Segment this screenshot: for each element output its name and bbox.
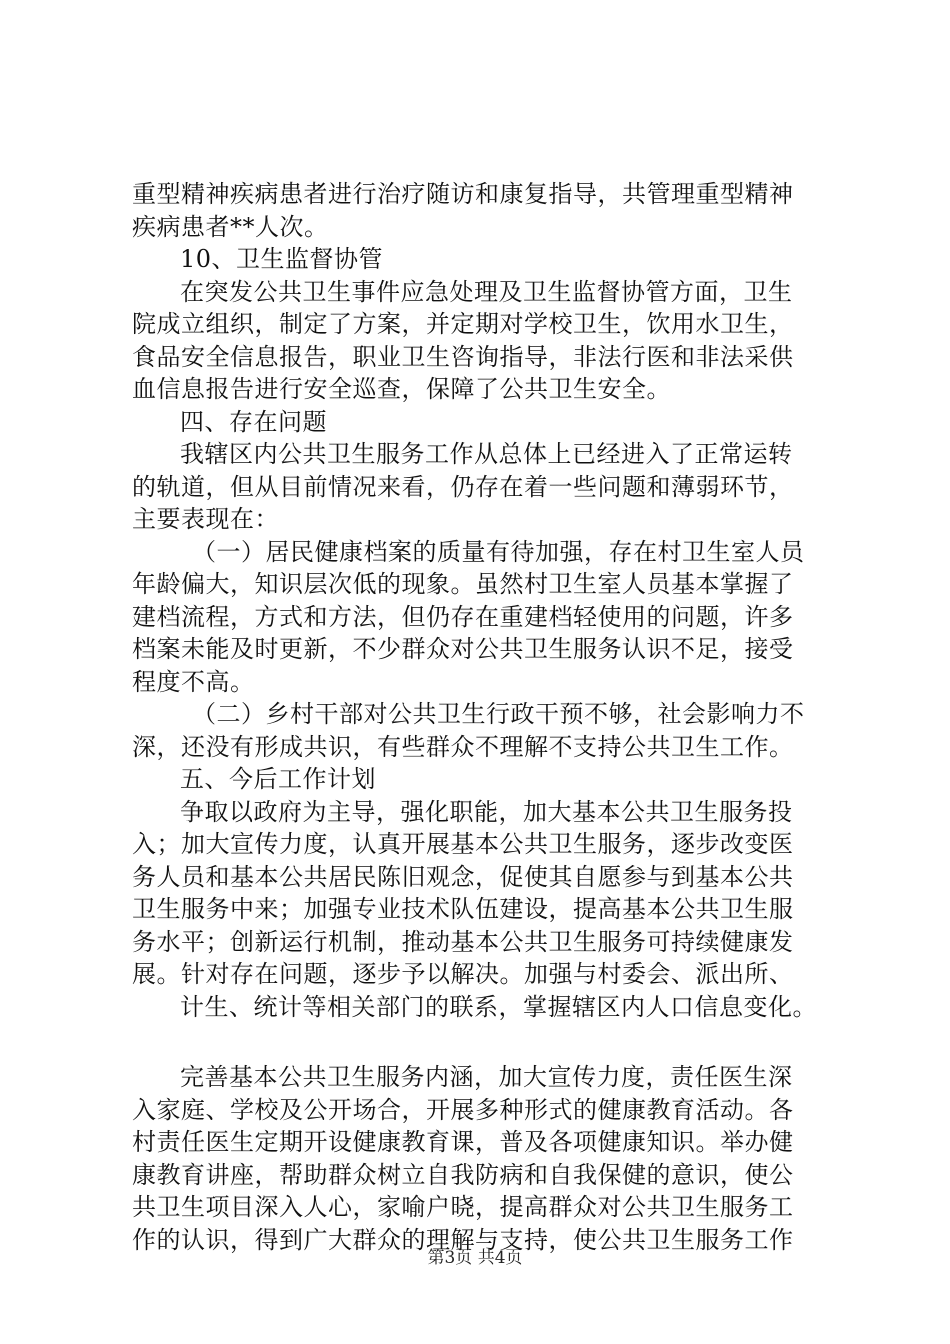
text-line: 作的认识，得到广大群众的理解与支持，使公共卫生服务工作 [132, 1225, 794, 1254]
text-line: 我辖区内公共卫生服务工作从总体上已经进入了正常运转 [180, 440, 793, 468]
text-line: 入家庭、学校及公开场合，开展多种形式的健康教育活动。各 [132, 1095, 794, 1124]
text-line: 在突发公共卫生事件应急处理及卫生监督协管方面，卫生 [180, 277, 793, 306]
text-line: （二）乡村干部对公共卫生行政干预不够，社会影响力不 [192, 700, 805, 728]
text-line: 档案未能及时更新，不少群众对公共卫生服务认识不足，接受 [132, 635, 794, 663]
body-section-2 [132, 1061, 852, 1256]
text-line: 卫生服务中来；加强专业技术队伍建设，提高基本公共卫生服 [132, 895, 794, 923]
text-line: 程度不高。 [132, 667, 255, 696]
text-line: 展。针对存在问题，逐步予以解决。加强与村委会、派出所、 [132, 960, 794, 988]
text-line: 主要表现在： [132, 505, 279, 533]
text-line: 疾病患者**人次。 [132, 212, 329, 241]
text-line: （一）居民健康档案的质量有待加强，存在村卫生室人员 [192, 537, 805, 566]
text-line: 康教育讲座，帮助群众树立自我防病和自我保健的意识，使公 [132, 1160, 794, 1189]
text-line: 村责任医生定期开设健康教育课，普及各项健康知识。举办健 [132, 1128, 794, 1156]
text-line: 深，还没有形成共识，有些群众不理解不支持公共卫生工作。 [132, 732, 794, 761]
text-line: 务水平；创新运行机制，推动基本公共卫生服务可持续健康发 [132, 927, 794, 956]
body-section-1 [132, 178, 852, 1023]
text-line: 争取以政府为主导，强化职能，加大基本公共卫生服务投 [180, 797, 793, 826]
text-line: 共卫生项目深入人心，家喻户晓，提高群众对公共卫生服务工 [132, 1193, 794, 1221]
text-line: 计生、统计等相关部门的联系，掌握辖区内人口信息变化。 [180, 992, 817, 1021]
text-line: 务人员和基本公共居民陈旧观念，促使其自愿参与到基本公共 [132, 862, 794, 891]
text-line: 的轨道，但从目前情况来看，仍存在着一些问题和薄弱环节， [132, 472, 794, 501]
text-line: 食品安全信息报告，职业卫生咨询指导，非法行医和非法采供 [132, 342, 794, 371]
text-line: 四、存在问题 [180, 407, 327, 436]
page-footer: 第3页 共4页 [427, 1248, 523, 1268]
document-body [132, 178, 852, 1256]
text-line: 完善基本公共卫生服务内涵，加大宣传力度，责任医生深 [180, 1063, 793, 1091]
text-line: 入；加大宣传力度，认真开展基本公共卫生服务，逐步改变医 [132, 830, 794, 858]
text-line: 五、今后工作计划 [180, 765, 376, 793]
text-line: 重型精神疾病患者进行治疗随访和康复指导，共管理重型精神 [132, 180, 794, 208]
paragraph-gap [132, 1023, 852, 1061]
text-line: 血信息报告进行安全巡查，保障了公共卫生安全。 [132, 375, 671, 403]
text-line: 年龄偏大，知识层次低的现象。虽然村卫生室人员基本掌握了 [132, 570, 794, 598]
text-line: 10、卫生监督协管 [180, 245, 384, 273]
text-line: 建档流程，方式和方法，但仍存在重建档轻使用的问题，许多 [132, 602, 794, 631]
text-line: 院成立组织，制定了方案，并定期对学校卫生，饮用水卫生， [132, 310, 794, 338]
